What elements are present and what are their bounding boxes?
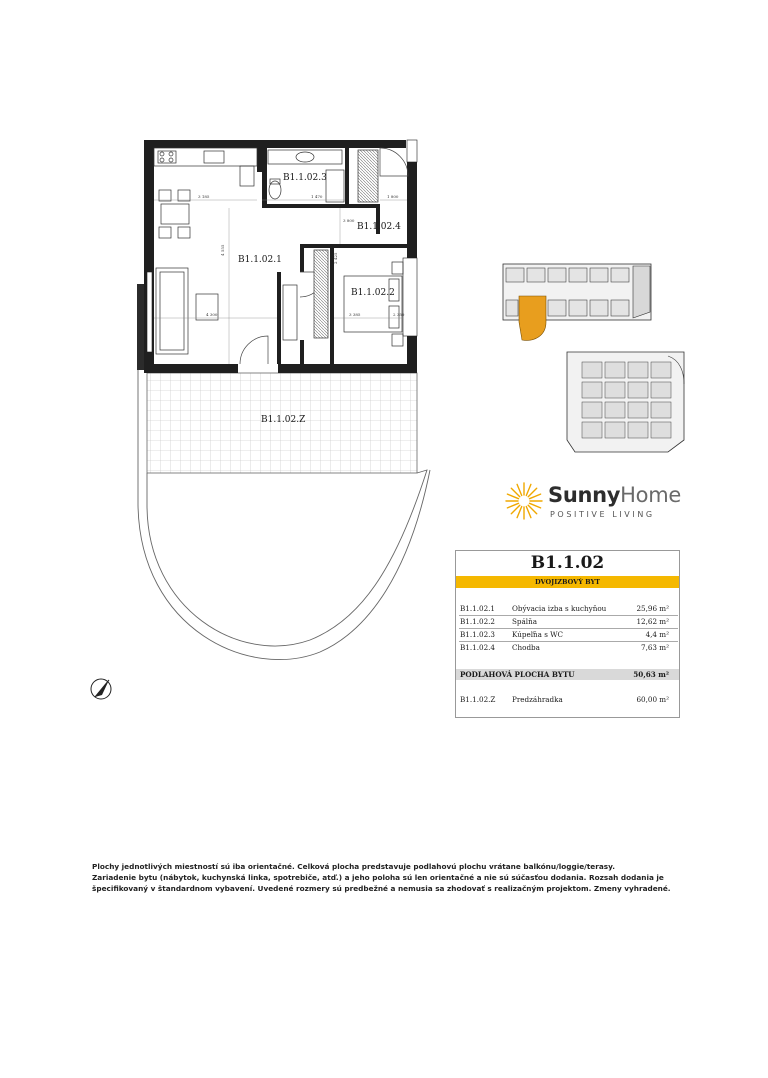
- sofa: [156, 268, 218, 354]
- sunnyhome-logo: [504, 481, 684, 525]
- window: [407, 140, 417, 162]
- key-plan-site: [567, 352, 684, 452]
- north-arrow-icon: [91, 679, 111, 699]
- terrace-door: [240, 336, 268, 364]
- note-line: Zariadenie bytu (nábytok, kuchynská linka, spotrebiče, atď.) a jeho poloha sú len orientačné a nie sú súčasťou dodania. Rozsah dodania je: [92, 873, 664, 882]
- dimension-label: 2 425: [333, 252, 338, 264]
- room-row: B1.1.02.4 Chodba 7,63 m²: [460, 643, 669, 652]
- room-row: B1.1.02.1 Obývacia izba s kuchyňou 25,96 m²: [460, 604, 669, 613]
- room-label-hallway: B1.1.02.4: [357, 222, 401, 232]
- dimension-label: 3 385: [349, 312, 361, 317]
- logo-tagline: POSITIVE LIVING: [550, 510, 655, 519]
- dimension-label: 3 800: [343, 218, 355, 223]
- window: [147, 272, 152, 352]
- room-label-bedroom: B1.1.02.2: [351, 288, 395, 298]
- key-plan-floor: [503, 264, 651, 340]
- logo-wordmark: SunnyHome: [548, 483, 681, 507]
- dimension-label: 1 800: [387, 194, 399, 199]
- kitchen: [154, 148, 257, 186]
- dining-table: [159, 190, 190, 238]
- total-area-row: PODLAHOVÁ PLOCHA BYTU 50,63 m²: [456, 669, 679, 680]
- note-line: Plochy jednotlivých miestností sú iba orientačné. Celková plocha predstavuje podlahovú plochu vrátane balkónu/loggie/terasy.: [92, 862, 615, 871]
- room-label-living: B1.1.02.1: [238, 255, 282, 265]
- unit-info-table: [455, 550, 680, 718]
- living-wardrobe: [283, 285, 297, 340]
- bedroom-wardrobe: [314, 250, 328, 338]
- dimension-label: 3 185: [198, 194, 210, 199]
- dimension-label: 4 555: [220, 244, 225, 256]
- unit-type: DVOJIZBOVÝ BYT: [456, 576, 679, 588]
- unit-code: B1.1.02: [530, 553, 605, 573]
- room-row: B1.1.02.3 Kúpeľňa s WC 4,4 m²: [460, 630, 669, 639]
- bed: [344, 262, 403, 346]
- window: [403, 258, 417, 336]
- room-label-garden: B1.1.02.Z: [261, 415, 306, 425]
- dimension-label: 4 300: [206, 312, 218, 317]
- garden-row: B1.1.02.Z Predzáhradka 60,00 m²: [460, 695, 669, 704]
- note-line: špecifikovaný v štandardnom vybavení. Uvedené rozmery sú predbežné a nemusia sa zhodovať s realizačným projektom. Zmeny vyhradené.: [92, 884, 671, 893]
- hallway-wardrobe: [358, 150, 378, 202]
- disclaimer-notes: [92, 861, 692, 894]
- entry-door: [380, 148, 408, 176]
- dimension-label: 1 470: [311, 194, 323, 199]
- sun-icon: [504, 481, 544, 521]
- room-row: B1.1.02.2 Spálňa 12,62 m²: [460, 617, 669, 626]
- dimension-label: 2 350: [393, 312, 405, 317]
- room-label-bathroom: B1.1.02.3: [283, 173, 327, 183]
